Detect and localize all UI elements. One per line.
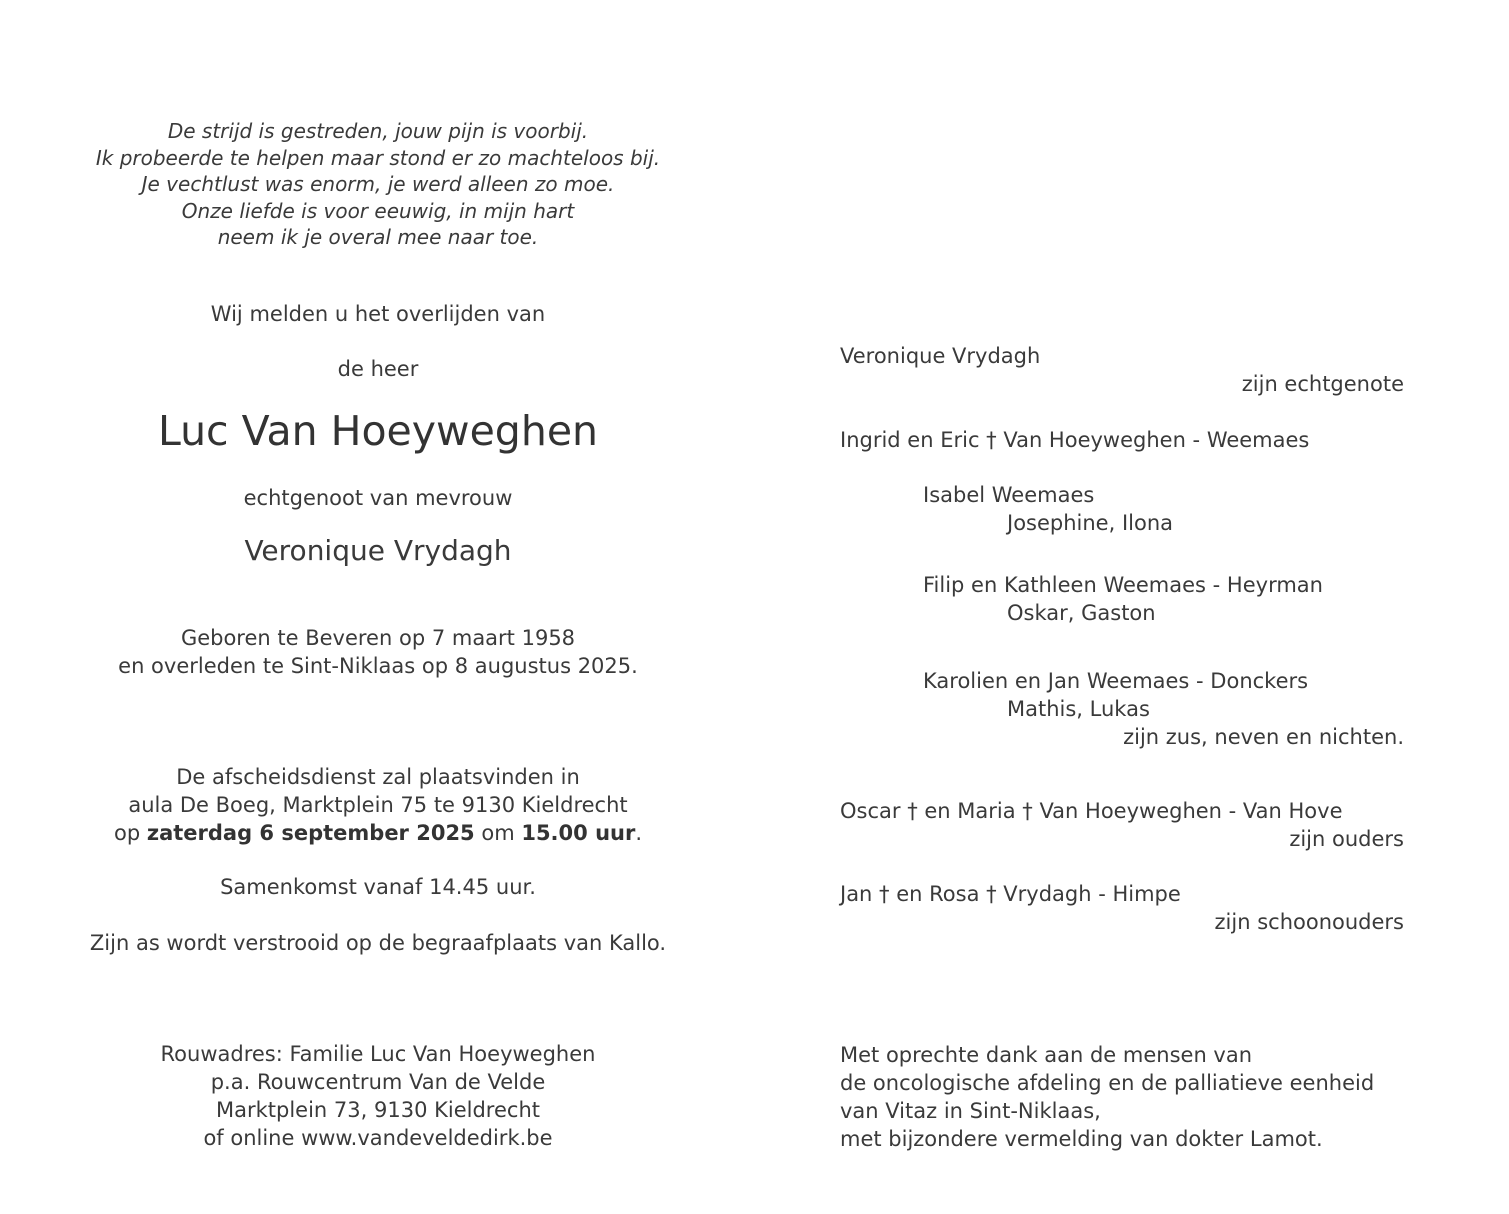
gathering-time: Samenkomst vanaf 14.45 uur. — [220, 875, 536, 899]
deceased-name: Luc Van Hoeyweghen — [157, 407, 599, 455]
poem-line: Onze liefde is voor eeuwig, in mijn hart — [181, 198, 575, 223]
address-line: of online www.vandeveldedirk.be — [203, 1126, 553, 1150]
family-spouse-name: Veronique Vrydagh — [840, 344, 1041, 368]
poem-line: De strijd is gestreden, jouw pijn is voorbij. — [167, 119, 589, 143]
thanks-line: met bijzondere vermelding van dokter Lamot. — [840, 1127, 1323, 1151]
family-in-laws: Jan † en Rosa † Vrydagh - Himpe — [840, 882, 1181, 906]
thanks-note — [840, 1041, 1374, 1153]
right-column — [756, 0, 1509, 1214]
address-line: Rouwadres: Familie Luc Van Hoeyweghen — [160, 1042, 596, 1066]
poem-line: neem ik je overal mee naar toe. — [217, 225, 539, 249]
thanks-line: Met oprechte dank aan de mensen van — [840, 1043, 1253, 1067]
family-nephew: Filip en Kathleen Weemaes - Heyrman — [923, 573, 1323, 597]
ashes-note: Zijn as wordt verstrooid op de begraafplaats van Kallo. — [89, 931, 667, 955]
family-sister: Ingrid en Eric † Van Hoeyweghen - Weemaes — [840, 428, 1310, 452]
honorific: de heer — [337, 357, 419, 381]
service-datetime: op zaterdag 6 september 2025 om 15.00 uur. — [113, 821, 643, 845]
family-sister-relation: zijn zus, neven en nichten. — [1123, 725, 1404, 749]
family-parents: Oscar † en Maria † Van Hoeyweghen - Van Hove — [840, 799, 1343, 823]
spouse-name: Veronique Vrydagh — [244, 534, 512, 567]
service-time: 15.00 uur — [521, 821, 636, 845]
family-parents-relation: zijn ouders — [1289, 827, 1404, 851]
thanks-line: van Vitaz in Sint-Niklaas, — [840, 1099, 1101, 1123]
service-location: aula De Boeg, Marktplein 75 te 9130 Kieldrecht — [128, 793, 628, 817]
mourning-address — [0, 1040, 756, 1152]
family-children: Josephine, Ilona — [1007, 511, 1174, 535]
spouse-intro: echtgenoot van mevrouw — [243, 486, 513, 510]
family-nephew: Isabel Weemaes — [923, 483, 1095, 507]
birth-line: Geboren te Beveren op 7 maart 1958 — [180, 626, 576, 650]
family-nephew: Karolien en Jan Weemaes - Donckers — [923, 669, 1309, 693]
poem — [0, 118, 756, 251]
service-date: zaterdag 6 september 2025 — [146, 821, 475, 845]
family-children: Oskar, Gaston — [1007, 601, 1156, 625]
death-line: en overleden te Sint-Niklaas op 8 augustus 2025. — [118, 654, 638, 678]
poem-line: Ik probeerde te helpen maar stond er zo machteloos bij. — [95, 145, 661, 170]
announcement-intro: Wij melden u het overlijden van — [210, 302, 546, 326]
family-children: Mathis, Lukas — [1007, 697, 1150, 721]
thanks-line: de oncologische afdeling en de palliatieve eenheid — [840, 1071, 1375, 1095]
service-line: De afscheidsdienst zal plaatsvinden in — [176, 765, 580, 789]
poem-line: Je vechtlust was enorm, je werd alleen zo moe. — [141, 172, 615, 196]
family-in-laws-relation: zijn schoonouders — [1214, 910, 1404, 934]
address-line: p.a. Rouwcentrum Van de Velde — [210, 1070, 546, 1094]
family-spouse-relation: zijn echtgenote — [1241, 372, 1404, 396]
address-line: Marktplein 73, 9130 Kieldrecht — [216, 1098, 540, 1122]
funeral-service — [0, 763, 756, 847]
life-dates — [0, 624, 756, 680]
